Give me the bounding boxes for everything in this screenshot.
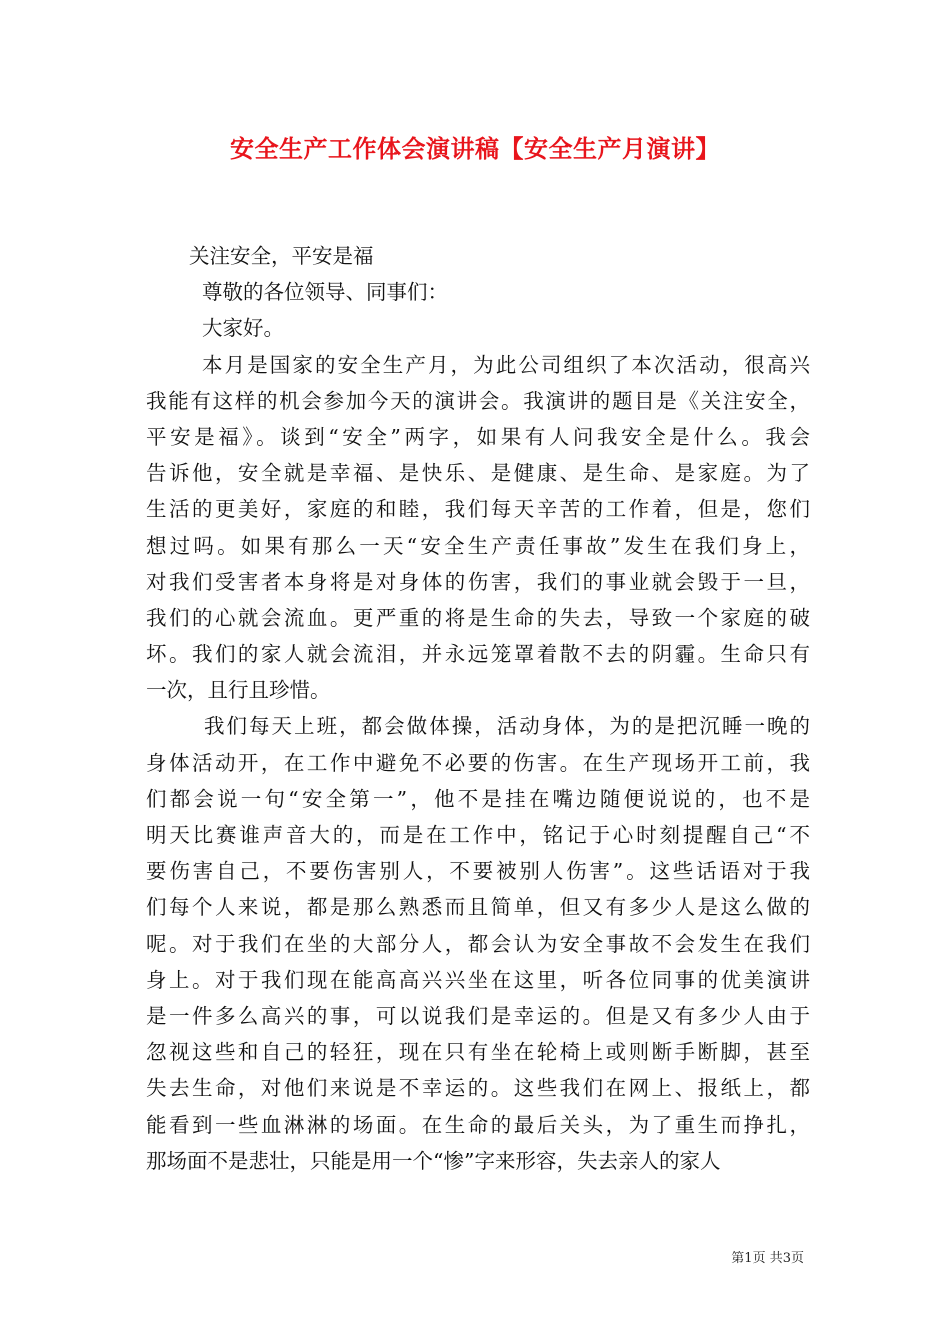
footer-prefix: 第 [731, 1251, 745, 1266]
paragraph-line: 尊敬的各位领导、同事们： [202, 280, 448, 305]
footer-middle: 页 共 [752, 1251, 783, 1266]
paragraph-line: 关注安全，平安是福 [189, 244, 374, 268]
paragraph-line: 我们每天上班，都会做体操，活动身体，为的是把沉睡一晚的 [204, 714, 810, 739]
paragraph-line: 我们的心就会流血。更严重的将是生命的失去，导致一个家庭的破 [146, 605, 810, 630]
paragraph-line: 呢。对于我们在坐的大部分人，都会认为安全事故不会发生在我们 [146, 931, 810, 956]
paragraph-line: 告诉他，安全就是幸福、是快乐、是健康、是生命、是家庭。为了 [146, 461, 810, 486]
paragraph-line: 忽视这些和自己的轻狂，现在只有坐在轮椅上或则断手断脚，甚至 [146, 1040, 810, 1065]
footer-total-pages: 3 [782, 1251, 791, 1266]
paragraph-line: 平安是福》。谈到“安全”两字，如果有人问我安全是什么。我会 [146, 424, 810, 449]
page-number-footer [731, 1247, 804, 1266]
paragraph-line: 身体活动开，在工作中避免不必要的伤害。在生产现场开工前，我 [146, 750, 810, 775]
paragraph-line: 我能有这样的机会参加今天的演讲会。我演讲的题目是《关注安全， [146, 388, 810, 413]
footer-current-page: 1 [744, 1251, 753, 1266]
paragraph-line: 本月是国家的安全生产月，为此公司组织了本次活动，很高兴 [202, 352, 810, 377]
paragraph-line: 对我们受害者本身将是对身体的伤害，我们的事业就会毁于一旦， [146, 569, 810, 594]
footer-suffix: 页 [790, 1251, 804, 1266]
paragraph-line: 失去生命，对他们来说是不幸运的。这些我们在网上、报纸上，都 [146, 1076, 810, 1101]
paragraph-line: 明天比赛谁声音大的，而是在工作中，铭记于心时刻提醒自己“不 [146, 823, 810, 847]
paragraph-line: 坏。我们的家人就会流泪，并永远笼罩着散不去的阴霾。生命只有 [146, 642, 810, 667]
paragraph-line: 要伤害自己，不要伤害别人，不要被别人伤害”。这些话语对于我 [146, 859, 810, 884]
paragraph-line: 是一件多么高兴的事，可以说我们是幸运的。但是又有多少人由于 [146, 1003, 810, 1028]
paragraph-line: 那场面不是悲壮，只能是用一个“惨”字来形容，失去亲人的家人 [146, 1148, 721, 1173]
paragraph-line: 能看到一些血淋淋的场面。在生命的最后关头，为了重生而挣扎， [146, 1112, 810, 1137]
paragraph-line: 生活的更美好，家庭的和睦，我们每天辛苦的工作着，但是，您们 [146, 497, 810, 522]
paragraph-line: 想过吗。如果有那么一天“安全生产责任事故”发生在我们身上， [146, 533, 810, 558]
paragraph-line: 大家好。 [202, 316, 284, 341]
paragraph-line: 身上。对于我们现在能高高兴兴坐在这里，听各位同事的优美演讲 [146, 967, 810, 992]
paragraph-line: 一次，且行且珍惜。 [146, 678, 331, 703]
document-body [146, 238, 810, 1179]
paragraph-line: 们每个人来说，都是那么熟悉而且简单，但又有多少人是这么做的 [146, 895, 810, 920]
paragraph-line: 们都会说一句“安全第一”，他不是挂在嘴边随便说说的，也不是 [146, 786, 810, 811]
document-title: 安全生产工作体会演讲稿【安全生产月演讲】 [230, 134, 720, 163]
